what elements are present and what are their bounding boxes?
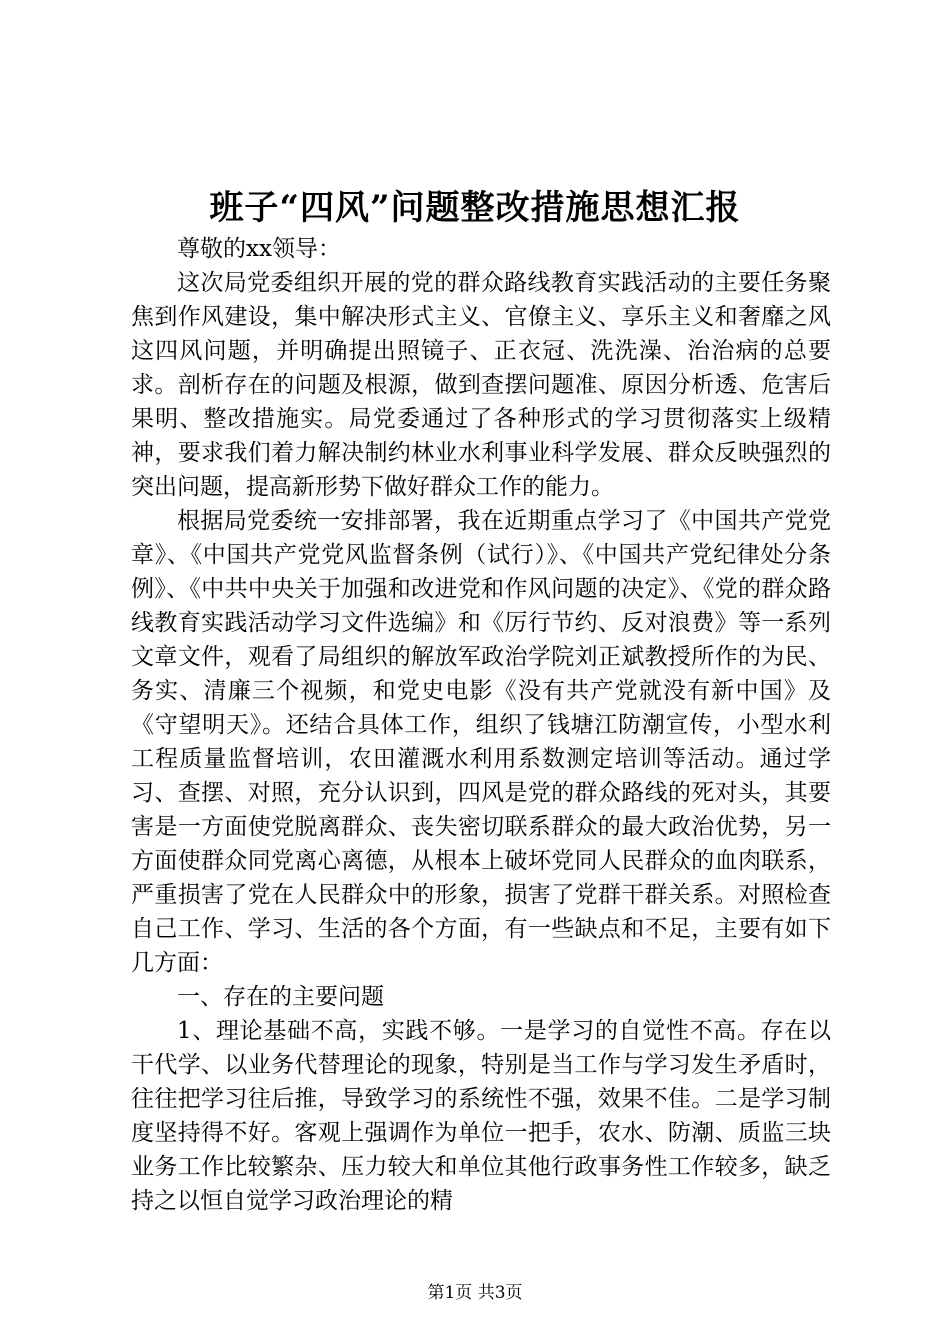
salutation: 尊敬的xx领导：	[177, 236, 341, 262]
body-paragraph: 1、理论基础不高，实践不够。一是学习的自觉性不高。存在以干代学、以业务代替理论的现象，特别是当工作与学习发生矛盾时，往往把学习往后推，导致学习的系统性不强，效果不佳。二是学习制度坚持得不好。客观上强调作为单位一把手，农水、防潮、质监三块业务工作比较繁杂、压力较大和单位其他行政事务性工作较多，缺乏持之以恒自觉学习政治理论的精	[131, 1018, 831, 1214]
section-heading: 一、存在的主要问题	[177, 984, 384, 1010]
document-body	[131, 232, 831, 1218]
page-number-footer: 第1页 共3页	[427, 1283, 523, 1303]
body-paragraph: 根据局党委统一安排部署，我在近期重点学习了《中国共产党党章》、《中国共产党党风监督条例（试行）》、《中国共产党纪律处分条例》、《中共中央关于加强和改进党和作风问题的决定》、《党的群众路线教育实践活动学习文件选编》和《厉行节约、反对浪费》等一系列文章文件，观看了局组织的解放军政治学院刘正斌教授所作的为民、务实、清廉三个视频，和党史电影《没有共产党就没有新中国》及《守望明天》。还结合具体工作，组织了钱塘江防潮宣传，小型水利工程质量监督培训，农田灌溉水利用系数测定培训等活动。通过学习、查摆、对照，充分认识到，四风是党的群众路线的死对头，其要害是一方面使党脱离群众、丧失密切联系群众的最大政治优势，另一方面使群众同党离心离德，从根本上破坏党同人民群众的血肉联系，严重损害了党在人民群众中的形象，损害了党群干群关系。对照检查自己工作、学习、生活的各个方面，有一些缺点和不足，主要有如下几方面：	[131, 508, 831, 976]
document-title: 班子“四风”问题整改措施思想汇报	[209, 188, 741, 228]
body-paragraph: 这次局党委组织开展的党的群众路线教育实践活动的主要任务聚焦到作风建设，集中解决形式主义、官僚主义、享乐主义和奢靡之风这四风问题，并明确提出照镜子、正衣冠、洗洗澡、治治病的总要求。剖析存在的问题及根源，做到查摆问题准、原因分析透、危害后果明、整改措施实。局党委通过了各种形式的学习贯彻落实上级精神，要求我们着力解决制约林业水利事业科学发展、群众反映强烈的突出问题，提高新形势下做好群众工作的能力。	[131, 270, 831, 500]
